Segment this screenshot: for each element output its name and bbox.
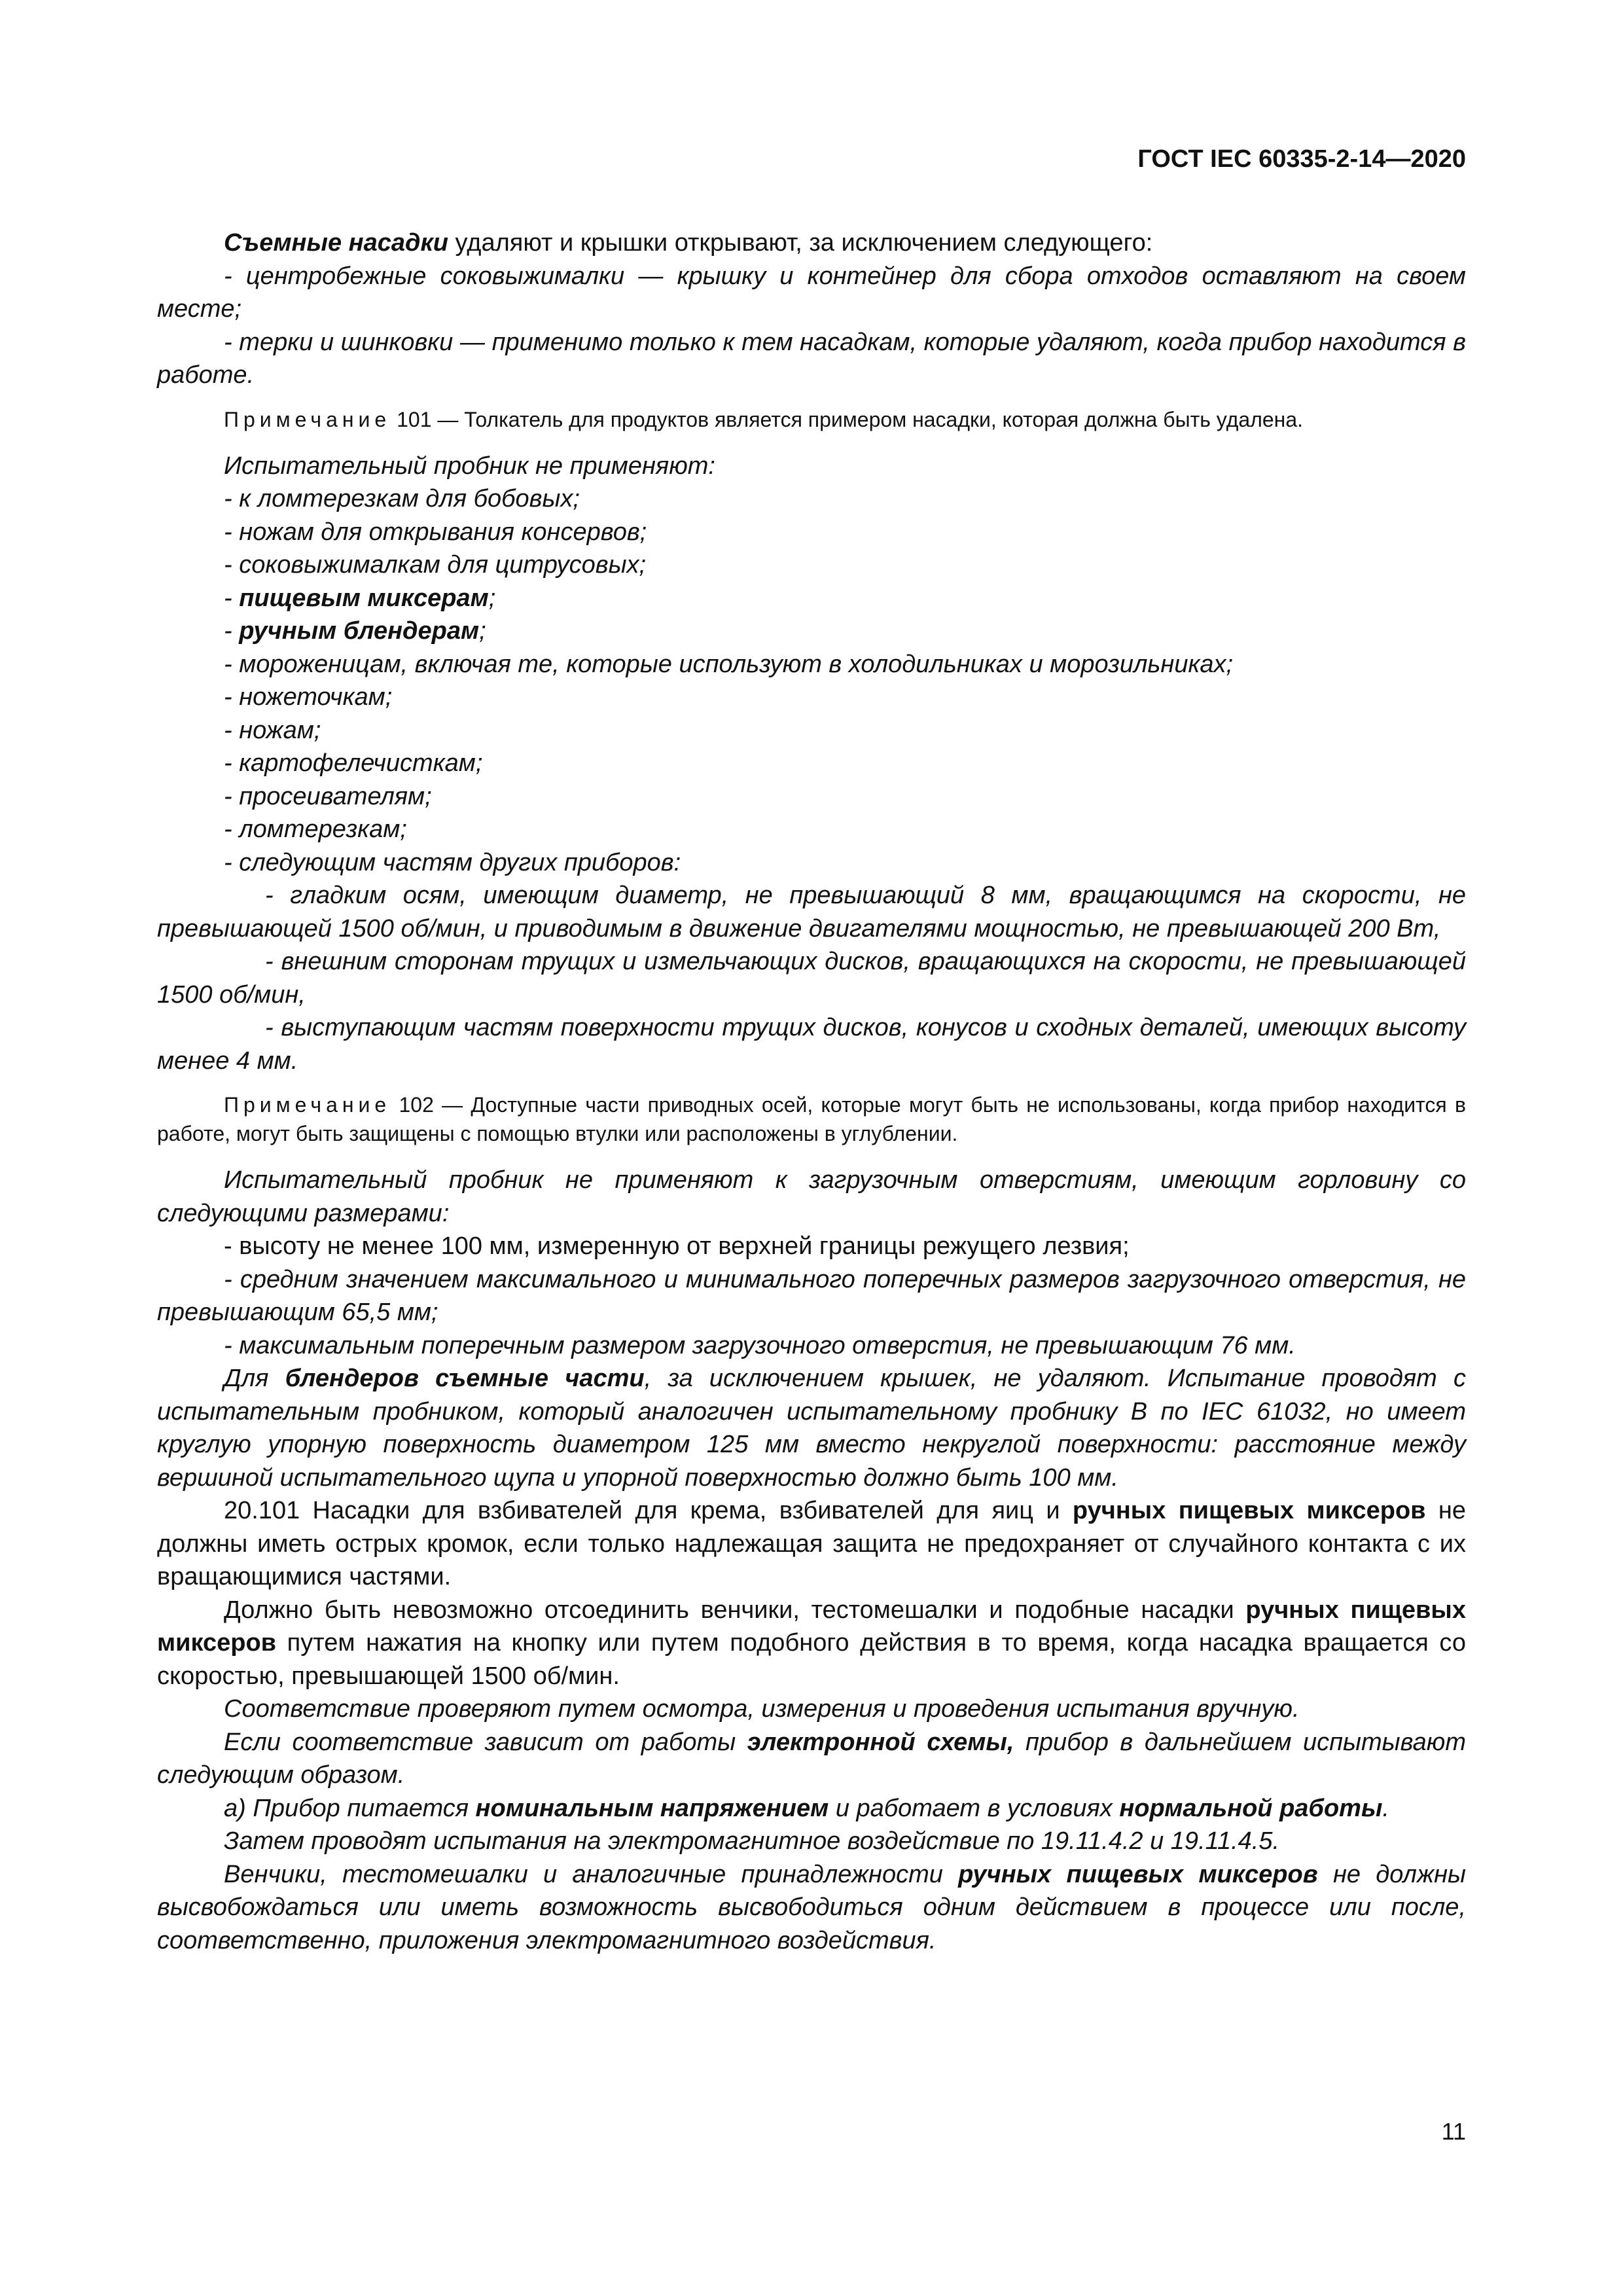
defined-term: номинальным напряжением <box>475 1794 829 1822</box>
paragraph: Испытательный пробник не применяют: <box>224 452 715 480</box>
sub-list-item: - гладким осям, имеющим диаметр, не превышающий 8 мм, вращающимся на скорости, не превышающей 1500 об/мин, и приводимым в движение двигателями мощностью, не превышающей 200 Вт, <box>157 882 1466 942</box>
defined-term: нормальной работы <box>1119 1794 1383 1822</box>
paragraph <box>157 1726 1466 1792</box>
paragraph <box>157 1362 1466 1494</box>
page-number: 11 <box>1441 2118 1466 2145</box>
paragraph-text: не должны высвобождаться или иметь возможность высвободиться одним действием в процессе или после, соответственно, приложения электромагнитного воздействия. <box>157 1860 1466 1954</box>
paragraph-text: не должны иметь острых кромок, если только надлежащая защита не предохраняет от случайного контакта с их вращающимися частями. <box>157 1497 1466 1590</box>
list-item: - ножам для открывания консервов; <box>224 518 647 546</box>
clause-20-101 <box>157 1494 1466 1594</box>
list-item: - ломтерезкам; <box>224 816 407 843</box>
list-item: - картофелечисткам; <box>224 749 483 777</box>
note-text: 101 — Толкатель для продуктов является примером насадки, которая должна быть удалена. <box>391 407 1304 431</box>
list-item: - следующим частям других приборов: <box>224 848 681 876</box>
defined-term: блендеров съемные части <box>285 1365 645 1392</box>
defined-term: ручным блендерам <box>239 617 480 645</box>
paragraph: Затем проводят испытания на электромагнитное воздействие по 19.11.4.2 и 19.11.4.5. <box>224 1827 1280 1855</box>
list-item-prefix: - <box>224 617 240 645</box>
list-item: - просеивателям; <box>224 782 432 810</box>
list-item: - мороженицам, включая те, которые используют в холодильниках и морозильниках; <box>224 650 1234 678</box>
list-item-prefix: - <box>224 584 240 612</box>
paragraph <box>157 1792 1466 1825</box>
note-label: Примечание <box>224 1093 391 1117</box>
paragraph-text: Если соответствие зависит от работы <box>224 1728 747 1756</box>
paragraph: - терки и шинковки — применимо только к тем насадкам, которые удаляют, когда прибор находится в работе. <box>157 328 1466 389</box>
paragraph-text: и работает в условиях <box>829 1794 1120 1822</box>
sub-list-item: - выступающим частям поверхности трущих дисков, конусов и сходных деталей, имеющих высоту менее 4 мм. <box>157 1014 1466 1075</box>
paragraph-text: Для <box>224 1365 285 1392</box>
paragraph-text: . <box>1382 1794 1389 1822</box>
note-102 <box>157 1090 1466 1148</box>
paragraph-text: , за исключением крышек, не удаляют. Испытание проводят с испытательным пробником, который аналогичен испытательному пробнику B по IEC 61032, но имеет круглую упорную поверхность диаметром 125 мм вместо некруглой поверхности: расстояние между вершиной испытательного щупа и упорной поверхностью должно быть 100 мм. <box>157 1365 1467 1492</box>
paragraph <box>157 1594 1466 1693</box>
paragraph <box>157 1858 1466 1958</box>
document-body <box>157 226 1466 1957</box>
note-101 <box>157 405 1466 434</box>
list-item <box>157 582 1466 615</box>
list-item-suffix: ; <box>488 584 496 612</box>
defined-term: ручных пищевых миксеров <box>958 1860 1318 1888</box>
defined-term: пищевым миксерам <box>239 584 489 612</box>
list-item: - соковыжималкам для цитрусовых; <box>224 551 647 579</box>
defined-term: Съемные насадки <box>224 229 448 257</box>
standard-code-header: ГОСТ IEC 60335-2-14—2020 <box>1137 145 1466 173</box>
paragraph-text: 20.101 Насадки для взбивателей для крема, взбивателей для яиц и <box>224 1497 1073 1524</box>
paragraph-text: удаляют и крышки открывают, за исключением следующего: <box>448 229 1153 257</box>
paragraph: Соответствие проверяют путем осмотра, измерения и проведения испытания вручную. <box>224 1695 1300 1723</box>
paragraph-text: путем нажатия на кнопку или путем подобного действия в то время, когда насадка вращается со скоростью, превышающей 1500 об/мин. <box>157 1629 1466 1690</box>
defined-term: ручных пищевых миксеров <box>157 1596 1466 1657</box>
paragraph <box>157 226 1466 260</box>
paragraph-text: Венчики, тестомешалки и аналогичные принадлежности <box>224 1860 959 1888</box>
paragraph-text: прибор в дальнейшем испытывают следующим образом. <box>157 1728 1467 1789</box>
list-item-suffix: ; <box>479 617 486 645</box>
list-item <box>157 615 1466 648</box>
paragraph-text: a) Прибор питается <box>224 1794 476 1822</box>
defined-term: ручных пищевых миксеров <box>1072 1497 1426 1524</box>
paragraph: - центробежные соковыжималки — крышку и контейнер для сбора отходов оставляют на своем месте; <box>157 262 1466 323</box>
list-item: - ножеточкам; <box>224 683 393 711</box>
list-item: - к ломтерезкам для бобовых; <box>224 485 580 512</box>
paragraph: Испытательный пробник не применяют к загрузочным отверстиям, имеющим горловину со следующими размерами: <box>157 1166 1466 1227</box>
paragraph-text: Должно быть невозможно отсоединить венчики, тестомешалки и подобные насадки <box>224 1596 1246 1624</box>
note-label: Примечание <box>224 407 391 431</box>
list-item: - средним значением максимального и минимального поперечных размеров загрузочного отверстия, не превышающим 65,5 мм; <box>157 1265 1466 1326</box>
list-item: - высоту не менее 100 мм, измеренную от верхней границы режущего лезвия; <box>224 1232 1130 1260</box>
list-item: - ножам; <box>224 716 321 744</box>
note-text: 102 — Доступные части приводных осей, которые могут быть не использованы, когда прибор находится в работе, могут быть защищены с помощью втулки или расположены в углублении. <box>157 1093 1466 1145</box>
sub-list-item: - внешним сторонам трущих и измельчающих дисков, вращающихся на скорости, не превышающей 1500 об/мин, <box>157 948 1466 1009</box>
list-item: - максимальным поперечным размером загрузочного отверстия, не превышающим 76 мм. <box>224 1331 1296 1359</box>
defined-term: электронной схемы, <box>747 1728 1014 1756</box>
